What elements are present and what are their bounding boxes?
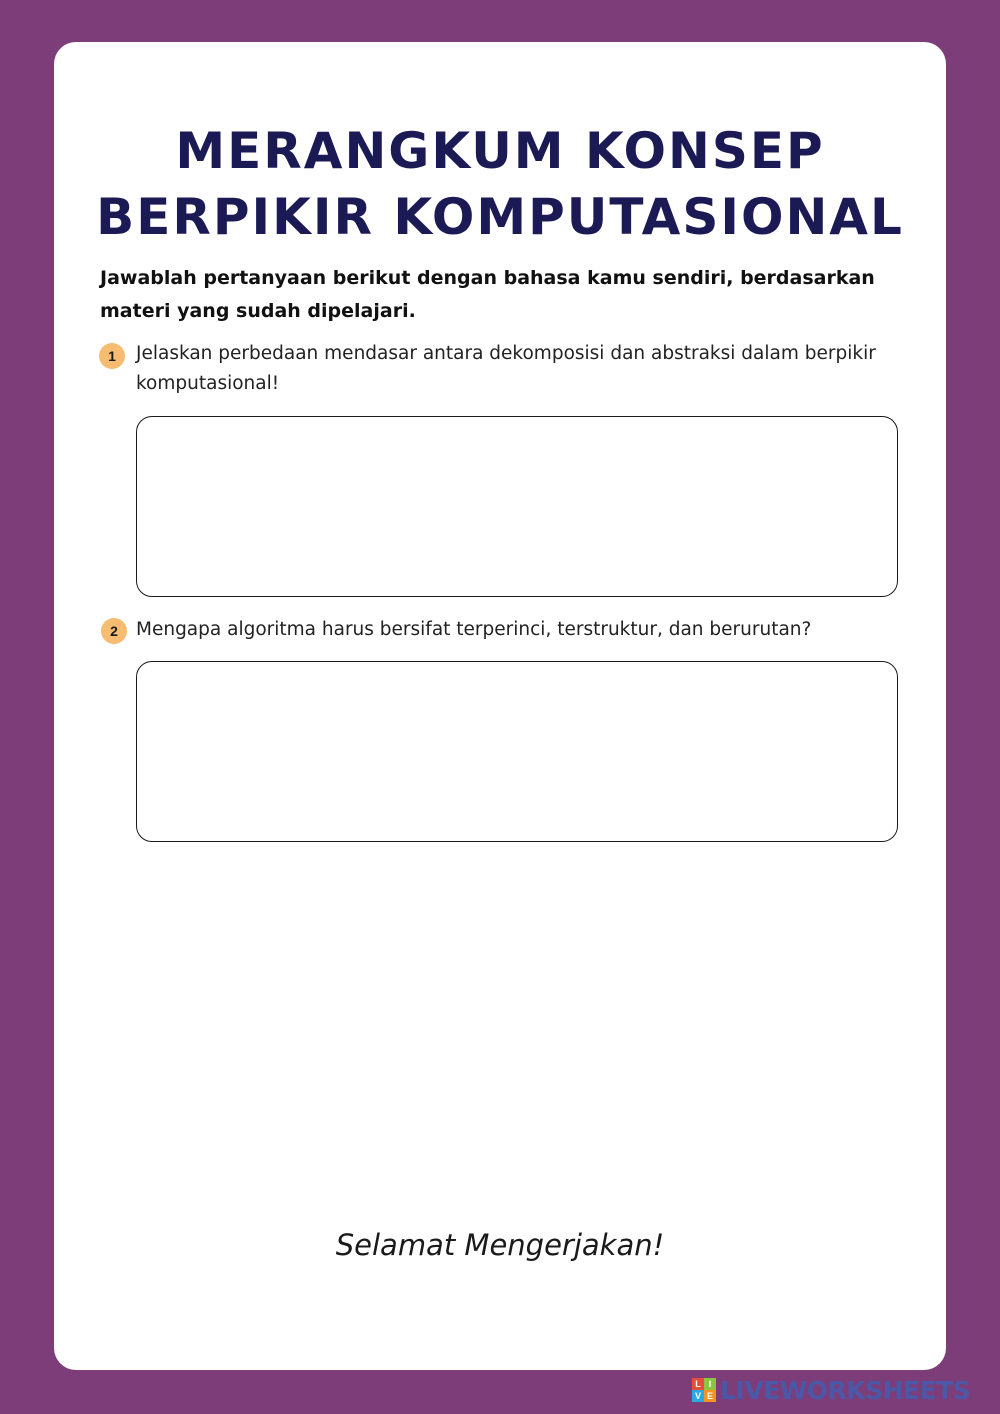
question-2-text: Mengapa algoritma harus bersifat terperinci, terstruktur, dan berurutan?: [136, 619, 812, 640]
worksheet-title: [0, 118, 1000, 250]
liveworksheets-watermark: [692, 1374, 970, 1406]
logo-letter: V: [692, 1390, 704, 1402]
title-line-1: MERANGKUM KONSEP: [175, 122, 825, 180]
question-2-answer-box[interactable]: [136, 661, 898, 842]
liveworksheets-logo-icon: [692, 1378, 716, 1402]
logo-letter: L: [692, 1378, 704, 1390]
question-1-number-badge: 1: [99, 343, 125, 369]
logo-letter: E: [704, 1390, 716, 1402]
question-2-number-badge: 2: [101, 618, 127, 644]
logo-letter: I: [704, 1378, 716, 1390]
title-line-2: BERPIKIR KOMPUTASIONAL: [96, 188, 904, 246]
instruction-text: Jawablah pertanyaan berikut dengan bahasa kamu sendiri, berdasarkan materi yang sudah dipelajari.: [100, 267, 875, 322]
question-1-text: Jelaskan perbedaan mendasar antara dekomposisi dan abstraksi dalam berpikir komputasional!: [136, 343, 876, 394]
closing-message: Selamat Mengerjakan!: [335, 1228, 665, 1262]
question-1-answer-box[interactable]: [136, 416, 898, 597]
watermark-text: LIVEWORKSHEETS: [720, 1375, 971, 1405]
